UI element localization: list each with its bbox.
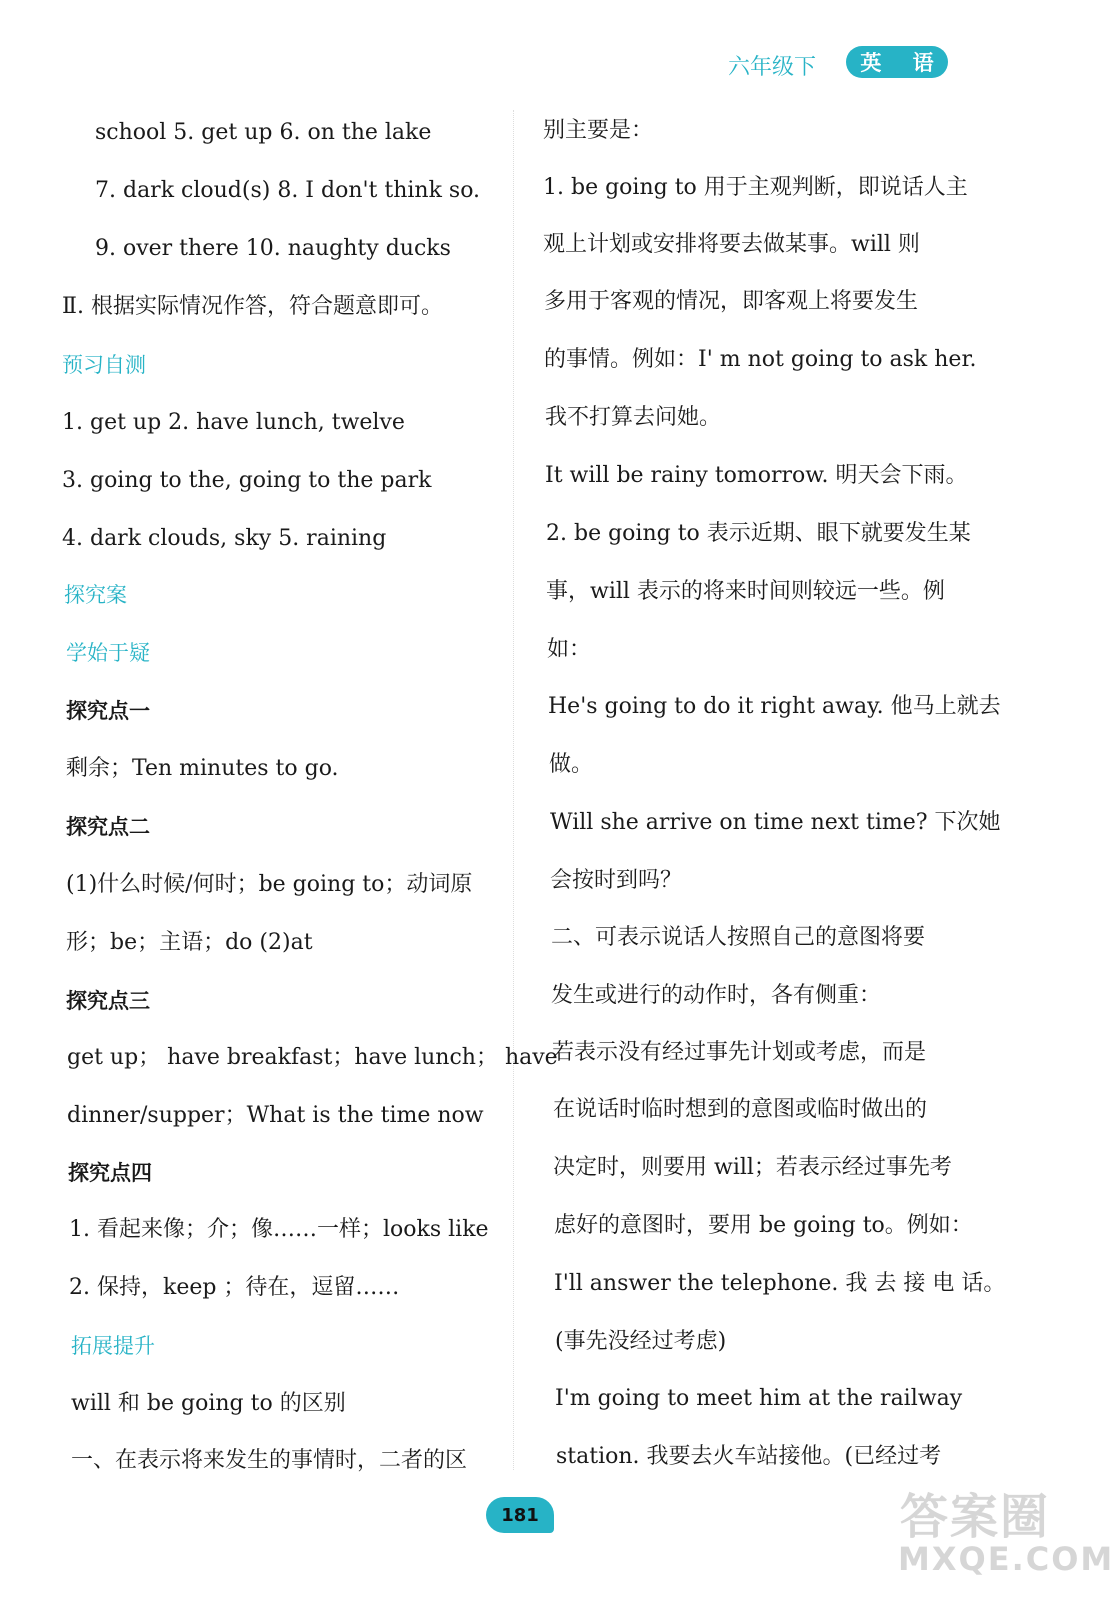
section-heading: 预习自测 bbox=[62, 353, 146, 377]
answer-line: 1. get up 2. have lunch, twelve bbox=[62, 410, 405, 435]
text-line: 我不打算去问她。 bbox=[545, 405, 722, 430]
column-divider bbox=[513, 110, 514, 1470]
text-line: 会按时到吗？ bbox=[550, 868, 683, 893]
subsection-heading: 探究点二 bbox=[66, 815, 150, 839]
text-line: 1. be going to 用于主观判断，即说话人主 bbox=[543, 175, 968, 200]
answer-line: 形；be；主语；do (2)at bbox=[66, 930, 313, 955]
section-heading: 探究案 bbox=[64, 583, 127, 607]
text-line: 如： bbox=[547, 637, 592, 662]
answer-line: 2. 保持，keep ；待在，逗留…… bbox=[69, 1275, 400, 1300]
answer-line: Ⅱ. 根据实际情况作答，符合题意即可。 bbox=[62, 294, 443, 319]
answer-line: 3. going to the, going to the park bbox=[62, 468, 432, 493]
text-line: 观上计划或安排将要去做某事。will 则 bbox=[543, 232, 920, 257]
text-line: 事，will 表示的将来时间则较远一些。例 bbox=[546, 579, 945, 604]
text-line: station. 我要去火车站接他。(已经过考 bbox=[556, 1444, 942, 1469]
text-line: 别主要是： bbox=[543, 118, 654, 143]
grade-label: 六年级下 bbox=[728, 55, 817, 80]
answer-line: will 和 be going to 的区别 bbox=[71, 1391, 346, 1416]
subsection-heading: 探究点三 bbox=[66, 989, 150, 1013]
text-line: He's going to do it right away. 他马上就去 bbox=[548, 694, 1001, 719]
section-heading: 学始于疑 bbox=[66, 641, 150, 665]
text-line: 虑好的意图时，要用 be going to。例如： bbox=[554, 1213, 973, 1238]
text-line: 多用于客观的情况，即客观上将要发生 bbox=[544, 289, 919, 314]
page-number: 181 bbox=[486, 1497, 554, 1533]
watermark-url: MXQE.COM bbox=[898, 1540, 1114, 1578]
answer-line: 4. dark clouds, sky 5. raining bbox=[62, 526, 387, 551]
text-line: 二、可表示说话人按照自己的意图将要 bbox=[551, 925, 926, 950]
subsection-heading: 探究点四 bbox=[68, 1161, 152, 1185]
answer-line: 1. 看起来像；介；像……一样；looks like bbox=[69, 1217, 489, 1242]
answer-line: dinner/supper；What is the time now bbox=[67, 1103, 484, 1128]
text-line: (事先没经过考虑) bbox=[555, 1329, 727, 1354]
text-line: 做。 bbox=[549, 752, 594, 777]
answer-line: 9. over there 10. naughty ducks bbox=[95, 236, 451, 261]
section-heading: 拓展提升 bbox=[71, 1334, 155, 1358]
answer-line: 剩余；Ten minutes to go. bbox=[66, 756, 339, 781]
text-line: 的事情。例如：I' m not going to ask her. bbox=[544, 347, 977, 372]
text-line: 在说话时临时想到的意图或临时做出的 bbox=[553, 1097, 928, 1122]
text-line: It will be rainy tomorrow. 明天会下雨。 bbox=[545, 463, 968, 488]
answer-line: (1)什么时候/何时；be going to；动词原 bbox=[66, 872, 473, 897]
text-line: 决定时，则要用 will；若表示经过事先考 bbox=[553, 1155, 952, 1180]
text-line: 发生或进行的动作时，各有侧重： bbox=[551, 983, 882, 1008]
answer-line: school 5. get up 6. on the lake bbox=[95, 120, 432, 145]
answer-line: get up； have breakfast；have lunch； have bbox=[67, 1045, 558, 1070]
answer-line: 7. dark cloud(s) 8. I don't think so. bbox=[95, 178, 481, 203]
text-line: 2. be going to 表示近期、眼下就要发生某 bbox=[546, 521, 971, 546]
subject-badge: 英 语 bbox=[846, 46, 948, 78]
text-line: I'm going to meet him at the railway bbox=[555, 1386, 963, 1411]
text-line: 若表示没有经过事先计划或考虑，而是 bbox=[552, 1040, 927, 1065]
watermark-logo: 答案圈 bbox=[900, 1489, 1051, 1545]
answer-line: 一、在表示将来发生的事情时，二者的区 bbox=[71, 1448, 468, 1473]
subsection-heading: 探究点一 bbox=[66, 699, 150, 723]
text-line: Will she arrive on time next time? 下次她 bbox=[550, 810, 1001, 835]
text-line: I'll answer the telephone. 我 去 接 电 话。 bbox=[554, 1271, 1006, 1296]
